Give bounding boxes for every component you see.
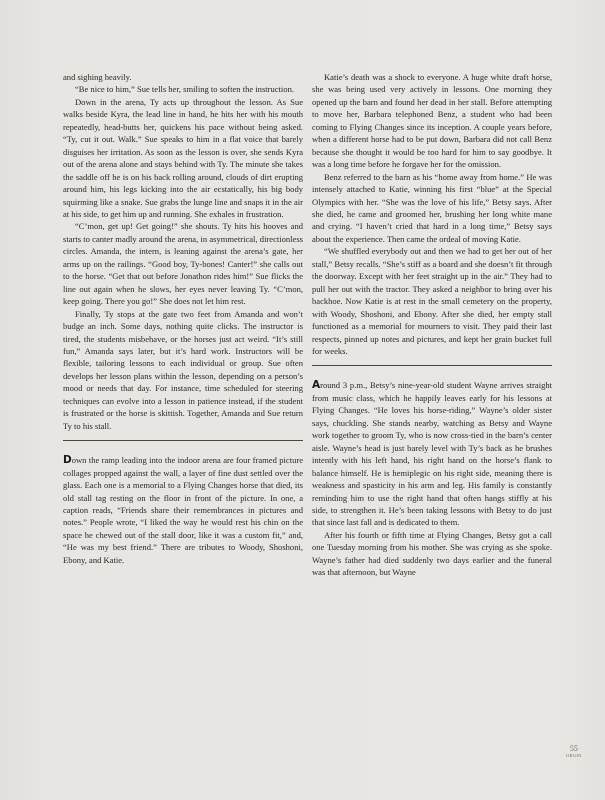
paragraph: “Be nice to him,” Sue tells her, smiling to soften the instruction. [75,84,294,95]
left-column [63,71,303,566]
paragraph: Katie’s death was a shock to everyone. A huge white draft horse, she was being used very actively in lessons. One morning they opened up the barn and found her dead in her stall. Before attempting to move her, Barbara telephoned Benz, a student who had been coming to Flying Changes since its inception. A couple years before, when a different horse had to be put down, Barbara did not call Benz because she thought it would be too hard for him to say goodbye. It was a long time before he forgave her for the omission. [312,72,552,170]
section-divider [312,365,552,366]
right-column [312,71,552,579]
paragraph: Down in the arena, Ty acts up throughout the lesson. As Sue walks beside Kyra, the lead line in hand, he hits her with his mouth repeatedly, head-butts her, quickens his pace without being asked. “Ty, cut it out. Walk.” Sue speaks to him in a flat voice that barely disguises her irritation. As soon as the lesson is over, she sends Kyra out of the arena alone and stays behind with Ty. The minute she takes the saddle off he is on his back rolling around, clouds of dirt erupting around him, his legs kicking into the air ecstatically, his big body squirming like a snake. Sue grabs the lunge line and snaps it in the air at his side, to get him up and running. She exhales in frustration. [63,96,303,219]
section-paragraph [63,454,303,566]
paragraph: “C’mon, get up! Get going!” she shouts. Ty hits his hooves and starts to canter madly around the arena, in asymmetrical, directionless circles. Amanda, the intern, is leaning against the arena’s gate, her arms up on the railings. “Good boy, Ty-bones! Canter!” she calls out to the horse. “Get that out before Jonathon rides him!” Sue flicks the line out again when he slows, her eyes never leaving Ty. “C’mon, keep going. There you go!” She does not let him rest. [63,221,303,307]
drop-cap: D [63,454,72,467]
paragraph: Finally, Ty stops at the gate two feet from Amanda and won’t budge an inch. Some days, nothing quite clicks. The instructor is tired, the students misbehave, or the horses just act weird. “It’s still fun,” Amanda says later, but it’s hard work. Instructors will be flexible, tailoring lessons to each individual or group. Sue often develops her lesson plans within the lesson, depending on a person’s mood or needs that day. For instance, time scheduled for steering techniques can evolve into a lesson in patience instead, if the student is frustrated or the horse is skittish. Together, Amanda and Sue return Ty to his stall. [63,308,303,431]
page-number-value: 55 [569,744,578,753]
drop-cap: A [312,379,321,392]
section-text: round 3 p.m., Betsy’s nine-year-old student Wayne arrives straight from music class, which he happily leaves early for his lessons at Flying Changes. “He loves his horse-riding,” Wayne’s older sister says, chuckling. She stands nearby, watching as Betsy and Wayne work together to groom Ty, who is now cross-tied in the barn’s center aisle. Wayne’s head is just barely level with Ty’s back as he brushes intently with his left hand, his right hand on the horse’s flank to balance himself. He is hemiplegic on his right side, meaning there is weakness and spasticity in his arm and leg. His family is constantly reminding him to use the right hand that often hangs stiffly at his side, to strengthen it. He’s been taking lessons with Betsy to do just that since last fall and is dedicated to them. [312,380,552,528]
page-number-label: ORGIN [566,753,582,758]
paragraph: After his fourth or fifth time at Flying Changes, Betsy got a call one Tuesday morning from his mother. She was crying as she spoke. Wayne’s father had died suddenly two days earlier and the funeral was that afternoon, but Wayne [312,529,552,578]
section-divider [63,440,303,441]
paragraph: and sighing heavily. [63,72,132,82]
paragraph: “We shuffled everybody out and then we had to get her out of her stall,” Betsy recalls. “She’s stiff as a board and she doesn’t fit through the doorway. Except with her feet straight up in the air.” They had to pull her out with the tractor. They asked a neighbor to bring over his backhoe. Now Katie is at rest in the small cemetery on the property, with Woody, Shoshoni, and Ebony. After she died, her empty stall functioned as a memorial for mourners to visit. They paid their last respects, pinned up notes and pictures, and kept her grain bucket full for weeks. [312,246,552,356]
section-text: own the ramp leading into the indoor arena are four framed picture collages propped against the wall, a layer of fine dust settled over the glass. Each one is a memorial to a Flying Changes horse that died, its old stall tag resting on the floor in front of the picture. In one, a caption reads, “Friends share their remembrances in pictures and notes.” People wrote, “I liked the way he would rest his chin on the space he chewed out of the stall door, like it was a custom fit,” and, “He was my best friend.” There are tributes to Woody, Shoshoni, Ebony, and Katie. [63,455,303,565]
page-number [566,744,582,758]
section-paragraph [312,379,552,528]
paragraph: Benz referred to the barn as his “home away from home.” He was intensely attached to Katie, winning his first “blue” at the Special Olympics with her. “She was the love of his life,” Betsy says. After she died, he came and groomed her, brushing her long white mane and crying. “I haven’t cried that hard in a long time,” Betsy says about the experience. Then came the ordeal of moving Katie. [312,171,552,244]
